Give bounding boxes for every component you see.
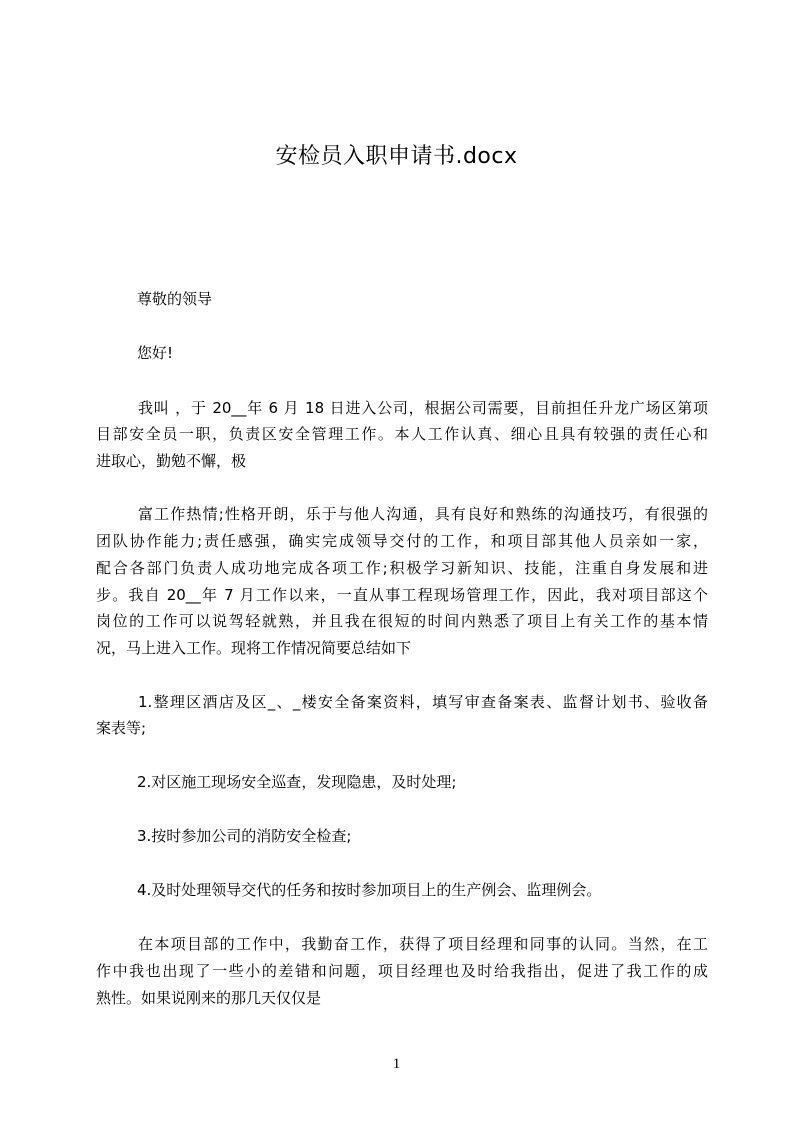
paragraph-3-line-1: 在本项目部的工作中，我勤奋工作，获得了项目经理和同事的认同。当然，在工: [138, 935, 708, 953]
paragraph-2-line-3: 配合各部门负责人成功地完成各项工作;积极学习新知识、技能，注重自身发展和进: [96, 559, 708, 577]
paragraph-1-line-1: 我叫 ，于 20__年 6 月 18 日进入公司，根据公司需要，目前担任升龙广场区第项: [138, 399, 708, 417]
paragraph-3-line-2: 作中我也出现了一些小的差错和问题，项目经理也及时给我指出，促进了我工作的成: [96, 962, 708, 980]
paragraph-2-line-2: 团队协作能力;责任感强，确实完成领导交付的工作，和项目部其他人员亲如一家，: [96, 532, 708, 550]
salutation: 尊敬的领导: [137, 290, 213, 308]
document-title: 安检员入职申请书.docx: [275, 144, 518, 169]
list-item-2: 2.对区施工现场安全巡查，发现隐患，及时处理;: [137, 773, 457, 791]
paragraph-1-line-2: 目部安全员一职，负责区安全管理工作。本人工作认真、细心且具有较强的责任心和: [96, 425, 708, 443]
page-number: 1: [392, 1056, 401, 1072]
paragraph-3-line-3: 熟性。如果说刚来的那几天仅仅是: [96, 989, 322, 1007]
paragraph-2-line-6: 况，马上进入工作。现将工作情况简要总结如下: [96, 639, 412, 657]
paragraph-1-line-3: 进取心，勤勉不懈，极: [96, 452, 247, 470]
list-item-4: 4.及时处理领导交代的任务和按时参加项目上的生产例会、监理例会。: [137, 881, 602, 899]
list-item-3: 3.按时参加公司的消防安全检查;: [137, 827, 352, 845]
list-item-1-line-1: 1.整理区酒店及区_、_楼安全备案资料，填写审查备案表、监督计划书、验收备: [138, 693, 708, 711]
paragraph-2-line-4: 步。我自 20__年 7 月工作以来，一直从事工程现场管理工作，因此，我对项目部这个: [96, 586, 708, 604]
paragraph-2-line-1: 富工作热情;性格开朗，乐于与他人沟通，具有良好和熟练的沟通技巧，有很强的: [138, 505, 708, 523]
paragraph-2-line-5: 岗位的工作可以说驾轻就熟，并且我在很短的时间内熟悉了项目上有关工作的基本情: [96, 612, 708, 630]
list-item-1-line-2: 案表等;: [96, 719, 147, 737]
greeting: 您好!: [137, 344, 174, 362]
